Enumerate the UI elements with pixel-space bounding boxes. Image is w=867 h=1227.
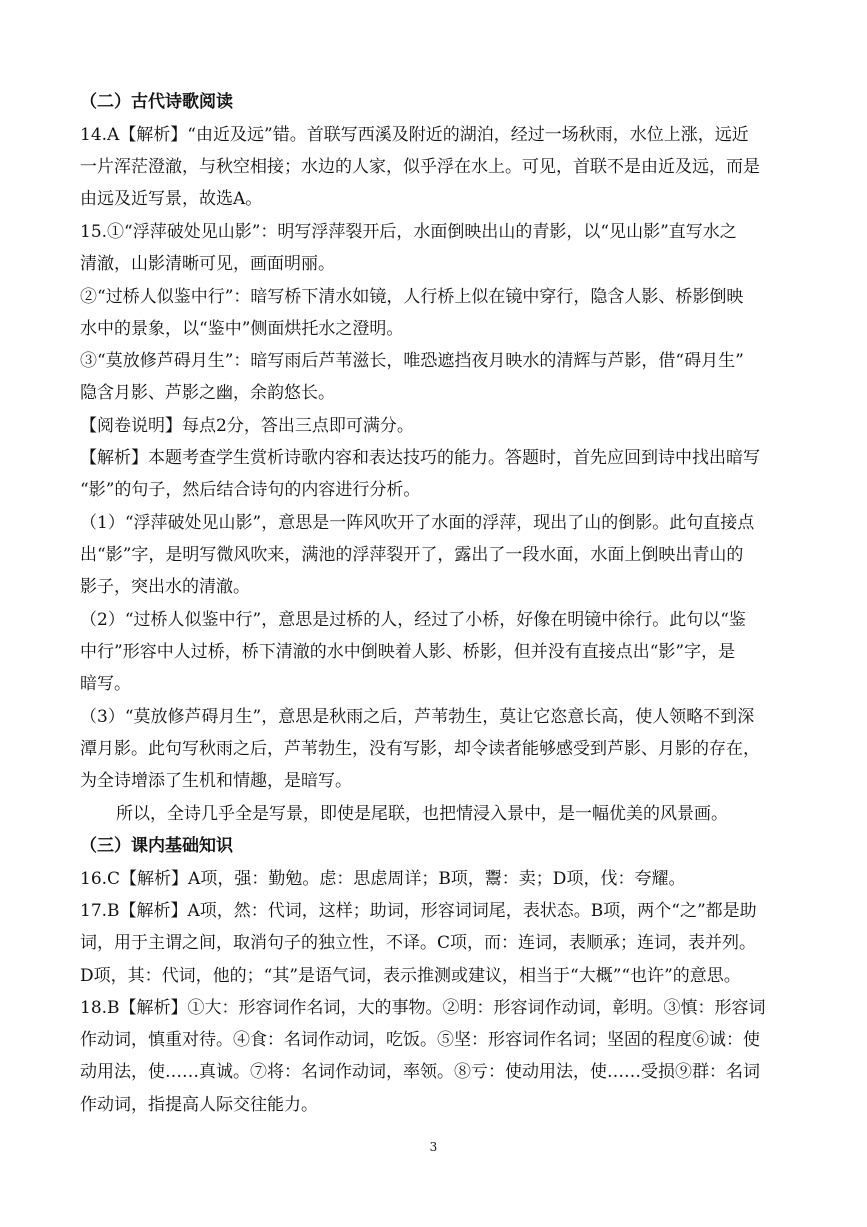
- text-line: 为全诗增添了生机和情趣，是暗写。: [80, 771, 352, 791]
- text-line: 18.B【解析】①大：形容词作名词，大的事物。②明：形容词作动词，彰明。③慎：形容词: [80, 998, 766, 1018]
- text-line: 潭月影。此句写秋雨之后，芦苇勃生，没有写影，却令读者能够感受到芦影、月影的存在，: [80, 739, 760, 759]
- text-line: 词，用于主谓之间，取消句子的独立性，不译。C项，而：连词，表顺承；连词，表并列。: [80, 933, 757, 953]
- text-line: 【解析】本题考查学生赏析诗歌内容和表达技巧的能力。答题时，首先应回到诗中找出暗写: [80, 448, 760, 468]
- text-line: 【阅卷说明】每点2分，答出三点即可满分。: [80, 416, 414, 436]
- text-line: 隐含月影、芦影之幽，余韵悠长。: [80, 383, 335, 403]
- text-line: 15.①“浮萍破处见山影”：明写浮萍裂开后，水面倒映出山的青影，以“见山影”直写水之: [80, 222, 737, 242]
- text-line: 14.A【解析】“由近及远”错。首联写西溪及附近的湖泊，经过一场秋雨，水位上涨，远近: [80, 125, 749, 145]
- text-line: 中行”形容中人过桥，桥下清澈的水中倒映着人影、桥影，但并没有直接点出“影”字，是: [80, 642, 736, 662]
- section-heading: （二）古代诗歌阅读: [80, 92, 233, 112]
- text-line: 暗写。: [80, 674, 131, 694]
- text-line: 影子，突出水的清澈。: [80, 577, 250, 597]
- section-heading: （三）课内基础知识: [80, 836, 233, 856]
- text-line: （3）“莫放修芦碍月生”，意思是秋雨之后，芦苇勃生，莫让它恣意长高，使人领略不到深: [80, 707, 755, 727]
- text-line: 由远及近写景，故选A。: [80, 189, 263, 209]
- text-line: （1）“浮萍破处见山影”，意思是一阵风吹开了水面的浮萍，现出了山的倒影。此句直接点: [80, 513, 755, 533]
- text-line: “影”的句子，然后结合诗句的内容进行分析。: [80, 480, 421, 500]
- page-number: 3: [429, 1140, 438, 1154]
- text-line: 17.B【解析】A项，然：代词，这样；助词，形容词词尾，表状态。B项，两个“之”都是助: [80, 901, 757, 921]
- text-line: ②“过桥人似鉴中行”：暗写桥下清水如镜，人行桥上似在镜中穿行，隐含人影、桥影倒映: [80, 287, 744, 307]
- text-line: 作动词，指提高人际交往能力。: [80, 1095, 318, 1115]
- text-line: ③“莫放修芦碍月生”：暗写雨后芦苇滋长，唯恐遮挡夜月映水的清辉与芦影，借“碍月生”: [80, 351, 744, 371]
- text-line: （2）“过桥人似鉴中行”，意思是过桥的人，经过了小桥，好像在明镜中徐行。此句以“鉴: [80, 610, 746, 630]
- text-line: 16.C【解析】A项，强：勤勉。虑：思虑周详；B项，鬻：卖；D项，伐：夸耀。: [80, 869, 686, 889]
- text-line: 出“影”字，是明写微风吹来，满池的浮萍裂开了，露出了一段水面，水面上倒映出青山的: [80, 545, 744, 565]
- text-line: 作动词，慎重对待。④食：名词作动词，吃饭。⑤坚：形容词作名词；坚固的程度⑥诚：使: [80, 1030, 760, 1050]
- text-line: 动用法，使……真诚。⑦将：名词作动词，率领。⑧亏：使动用法，使……受损⑨群：名词: [80, 1062, 760, 1082]
- text-line: 清澈，山影清晰可见，画面明丽。: [80, 254, 335, 274]
- text-line: 一片浑茫澄澈，与秋空相接；水边的人家，似乎浮在水上。可见，首联不是由近及远，而是: [80, 157, 760, 177]
- text-line: 水中的景象，以“鉴中”侧面烘托水之澄明。: [80, 319, 404, 339]
- text-line: 所以，全诗几乎全是写景，即使是尾联，也把情浸入景中，是一幅优美的风景画。: [116, 804, 728, 824]
- text-line: D项，其：代词，他的；“其”是语气词，表示推测或建议，相当于“大概”“也许”的意思。: [80, 966, 741, 986]
